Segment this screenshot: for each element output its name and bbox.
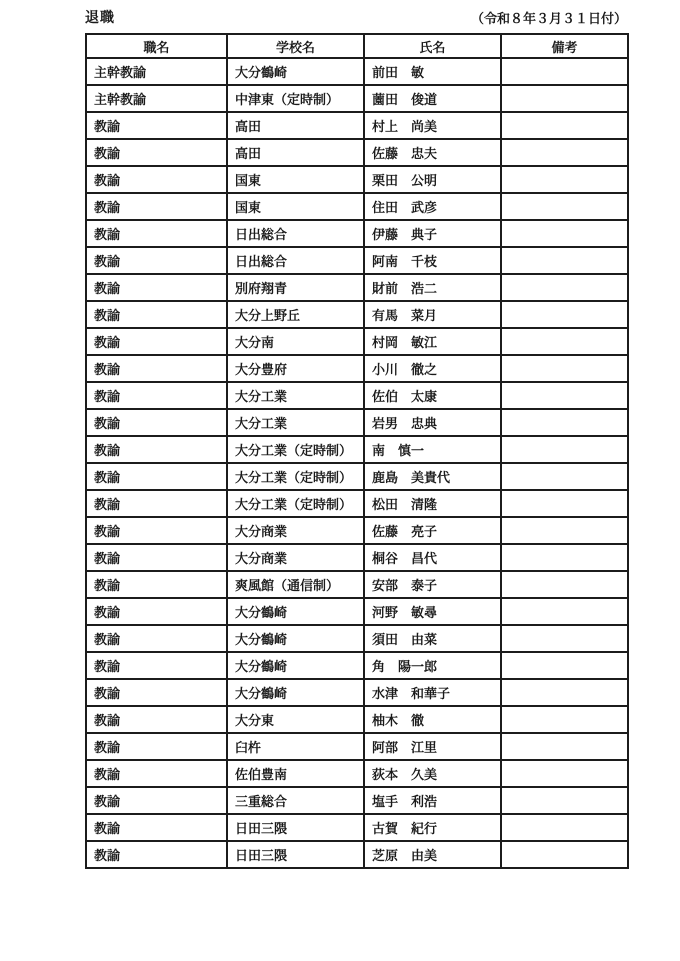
cell-job-title: 教諭 bbox=[86, 193, 227, 220]
cell-job-title: 教諭 bbox=[86, 328, 227, 355]
cell-person-name: 佐藤 亮子 bbox=[364, 517, 501, 544]
cell-school-name: 大分工業（定時制） bbox=[227, 463, 364, 490]
cell-remarks bbox=[501, 139, 628, 166]
cell-job-title: 主幹教諭 bbox=[86, 58, 227, 85]
table-row bbox=[86, 706, 628, 733]
cell-school-name: 大分東 bbox=[227, 706, 364, 733]
cell-person-name: 荻本 久美 bbox=[364, 760, 501, 787]
cell-remarks bbox=[501, 787, 628, 814]
cell-remarks bbox=[501, 733, 628, 760]
header-row bbox=[86, 34, 628, 58]
cell-person-name: 古賀 紀行 bbox=[364, 814, 501, 841]
cell-person-name: 前田 敏 bbox=[364, 58, 501, 85]
page-title: 退職 bbox=[85, 10, 115, 26]
cell-person-name: 河野 敏尋 bbox=[364, 598, 501, 625]
cell-school-name: 三重総合 bbox=[227, 787, 364, 814]
cell-school-name: 日出総合 bbox=[227, 247, 364, 274]
table-row bbox=[86, 355, 628, 382]
cell-remarks bbox=[501, 760, 628, 787]
cell-job-title: 教諭 bbox=[86, 436, 227, 463]
cell-person-name: 南 慎一 bbox=[364, 436, 501, 463]
table-row bbox=[86, 463, 628, 490]
cell-school-name: 大分豊府 bbox=[227, 355, 364, 382]
effective-date-note: （令和８年３月３１日付） bbox=[470, 12, 627, 27]
cell-job-title: 教諭 bbox=[86, 463, 227, 490]
cell-person-name: 伊藤 典子 bbox=[364, 220, 501, 247]
cell-job-title: 教諭 bbox=[86, 247, 227, 274]
column-header-remarks: 備考 bbox=[501, 34, 628, 58]
cell-school-name: 日田三隈 bbox=[227, 814, 364, 841]
cell-job-title: 教諭 bbox=[86, 355, 227, 382]
cell-job-title: 教諭 bbox=[86, 841, 227, 868]
cell-remarks bbox=[501, 85, 628, 112]
cell-school-name: 大分上野丘 bbox=[227, 301, 364, 328]
cell-person-name: 角 陽一郎 bbox=[364, 652, 501, 679]
table-row bbox=[86, 220, 628, 247]
cell-school-name: 大分工業 bbox=[227, 382, 364, 409]
cell-remarks bbox=[501, 814, 628, 841]
cell-person-name: 須田 由菜 bbox=[364, 625, 501, 652]
cell-remarks bbox=[501, 220, 628, 247]
cell-school-name: 高田 bbox=[227, 139, 364, 166]
table-row bbox=[86, 274, 628, 301]
cell-remarks bbox=[501, 409, 628, 436]
cell-person-name: 芝原 由美 bbox=[364, 841, 501, 868]
cell-job-title: 教諭 bbox=[86, 787, 227, 814]
cell-school-name: 大分南 bbox=[227, 328, 364, 355]
cell-school-name: 高田 bbox=[227, 112, 364, 139]
table-row bbox=[86, 328, 628, 355]
cell-remarks bbox=[501, 328, 628, 355]
cell-remarks bbox=[501, 598, 628, 625]
cell-person-name: 阿南 千枝 bbox=[364, 247, 501, 274]
cell-school-name: 佐伯豊南 bbox=[227, 760, 364, 787]
table-row bbox=[86, 679, 628, 706]
cell-school-name: 大分商業 bbox=[227, 517, 364, 544]
cell-remarks bbox=[501, 544, 628, 571]
cell-person-name: 有馬 菜月 bbox=[364, 301, 501, 328]
cell-school-name: 中津東（定時制） bbox=[227, 85, 364, 112]
cell-person-name: 柚木 徹 bbox=[364, 706, 501, 733]
cell-school-name: 大分商業 bbox=[227, 544, 364, 571]
cell-remarks bbox=[501, 463, 628, 490]
cell-school-name: 大分鶴崎 bbox=[227, 625, 364, 652]
table-row bbox=[86, 193, 628, 220]
cell-school-name: 国東 bbox=[227, 193, 364, 220]
cell-school-name: 大分鶴崎 bbox=[227, 58, 364, 85]
cell-remarks bbox=[501, 436, 628, 463]
cell-remarks bbox=[501, 112, 628, 139]
cell-job-title: 教諭 bbox=[86, 679, 227, 706]
cell-school-name: 別府翔青 bbox=[227, 274, 364, 301]
cell-job-title: 教諭 bbox=[86, 733, 227, 760]
cell-person-name: 阿部 江里 bbox=[364, 733, 501, 760]
table-row bbox=[86, 490, 628, 517]
table-row bbox=[86, 787, 628, 814]
cell-remarks bbox=[501, 679, 628, 706]
cell-remarks bbox=[501, 274, 628, 301]
table-row bbox=[86, 598, 628, 625]
cell-person-name: 鹿島 美貴代 bbox=[364, 463, 501, 490]
cell-school-name: 大分工業（定時制） bbox=[227, 436, 364, 463]
cell-job-title: 教諭 bbox=[86, 490, 227, 517]
table-row bbox=[86, 517, 628, 544]
cell-job-title: 教諭 bbox=[86, 571, 227, 598]
table-row bbox=[86, 436, 628, 463]
cell-school-name: 大分鶴崎 bbox=[227, 598, 364, 625]
cell-person-name: 住田 武彦 bbox=[364, 193, 501, 220]
cell-remarks bbox=[501, 652, 628, 679]
cell-remarks bbox=[501, 841, 628, 868]
cell-person-name: 村上 尚美 bbox=[364, 112, 501, 139]
cell-school-name: 大分工業（定時制） bbox=[227, 490, 364, 517]
retirement-table bbox=[85, 33, 629, 869]
cell-person-name: 水津 和華子 bbox=[364, 679, 501, 706]
cell-job-title: 教諭 bbox=[86, 112, 227, 139]
table-row bbox=[86, 841, 628, 868]
table-row bbox=[86, 544, 628, 571]
column-header-job-title: 職名 bbox=[86, 34, 227, 58]
table-row bbox=[86, 112, 628, 139]
cell-job-title: 教諭 bbox=[86, 814, 227, 841]
cell-remarks bbox=[501, 490, 628, 517]
table-row bbox=[86, 625, 628, 652]
cell-remarks bbox=[501, 58, 628, 85]
cell-job-title: 主幹教諭 bbox=[86, 85, 227, 112]
cell-job-title: 教諭 bbox=[86, 625, 227, 652]
cell-school-name: 臼杵 bbox=[227, 733, 364, 760]
cell-remarks bbox=[501, 625, 628, 652]
cell-job-title: 教諭 bbox=[86, 652, 227, 679]
cell-school-name: 爽風館（通信制） bbox=[227, 571, 364, 598]
cell-school-name: 日田三隈 bbox=[227, 841, 364, 868]
cell-job-title: 教諭 bbox=[86, 220, 227, 247]
cell-remarks bbox=[501, 247, 628, 274]
cell-job-title: 教諭 bbox=[86, 301, 227, 328]
table-row bbox=[86, 85, 628, 112]
cell-remarks bbox=[501, 355, 628, 382]
cell-remarks bbox=[501, 517, 628, 544]
cell-person-name: 財前 浩二 bbox=[364, 274, 501, 301]
table-row bbox=[86, 652, 628, 679]
column-header-person-name: 氏名 bbox=[364, 34, 501, 58]
cell-remarks bbox=[501, 571, 628, 598]
table-body bbox=[86, 58, 628, 868]
cell-job-title: 教諭 bbox=[86, 139, 227, 166]
table-row bbox=[86, 301, 628, 328]
table-row bbox=[86, 814, 628, 841]
document-header bbox=[85, 7, 627, 27]
table-row bbox=[86, 58, 628, 85]
cell-job-title: 教諭 bbox=[86, 409, 227, 436]
cell-person-name: 桐谷 昌代 bbox=[364, 544, 501, 571]
cell-job-title: 教諭 bbox=[86, 706, 227, 733]
cell-school-name: 国東 bbox=[227, 166, 364, 193]
cell-job-title: 教諭 bbox=[86, 166, 227, 193]
cell-person-name: 佐藤 忠夫 bbox=[364, 139, 501, 166]
cell-person-name: 小川 徹之 bbox=[364, 355, 501, 382]
table-row bbox=[86, 733, 628, 760]
cell-school-name: 大分工業 bbox=[227, 409, 364, 436]
cell-remarks bbox=[501, 301, 628, 328]
cell-person-name: 塩手 利浩 bbox=[364, 787, 501, 814]
cell-remarks bbox=[501, 382, 628, 409]
table-row bbox=[86, 247, 628, 274]
table-row bbox=[86, 139, 628, 166]
cell-job-title: 教諭 bbox=[86, 274, 227, 301]
cell-person-name: 岩男 忠典 bbox=[364, 409, 501, 436]
cell-job-title: 教諭 bbox=[86, 598, 227, 625]
cell-school-name: 大分鶴崎 bbox=[227, 679, 364, 706]
cell-person-name: 安部 泰子 bbox=[364, 571, 501, 598]
cell-job-title: 教諭 bbox=[86, 544, 227, 571]
table-row bbox=[86, 571, 628, 598]
cell-job-title: 教諭 bbox=[86, 517, 227, 544]
cell-person-name: 佐伯 太康 bbox=[364, 382, 501, 409]
cell-job-title: 教諭 bbox=[86, 760, 227, 787]
table-header bbox=[86, 34, 628, 58]
table-row bbox=[86, 760, 628, 787]
cell-person-name: 松田 清隆 bbox=[364, 490, 501, 517]
cell-remarks bbox=[501, 706, 628, 733]
cell-remarks bbox=[501, 193, 628, 220]
cell-person-name: 栗田 公明 bbox=[364, 166, 501, 193]
cell-school-name: 大分鶴崎 bbox=[227, 652, 364, 679]
cell-school-name: 日出総合 bbox=[227, 220, 364, 247]
cell-person-name: 薗田 俊道 bbox=[364, 85, 501, 112]
cell-remarks bbox=[501, 166, 628, 193]
table-row bbox=[86, 166, 628, 193]
cell-job-title: 教諭 bbox=[86, 382, 227, 409]
cell-person-name: 村岡 敏江 bbox=[364, 328, 501, 355]
column-header-school-name: 学校名 bbox=[227, 34, 364, 58]
table-row bbox=[86, 382, 628, 409]
table-row bbox=[86, 409, 628, 436]
